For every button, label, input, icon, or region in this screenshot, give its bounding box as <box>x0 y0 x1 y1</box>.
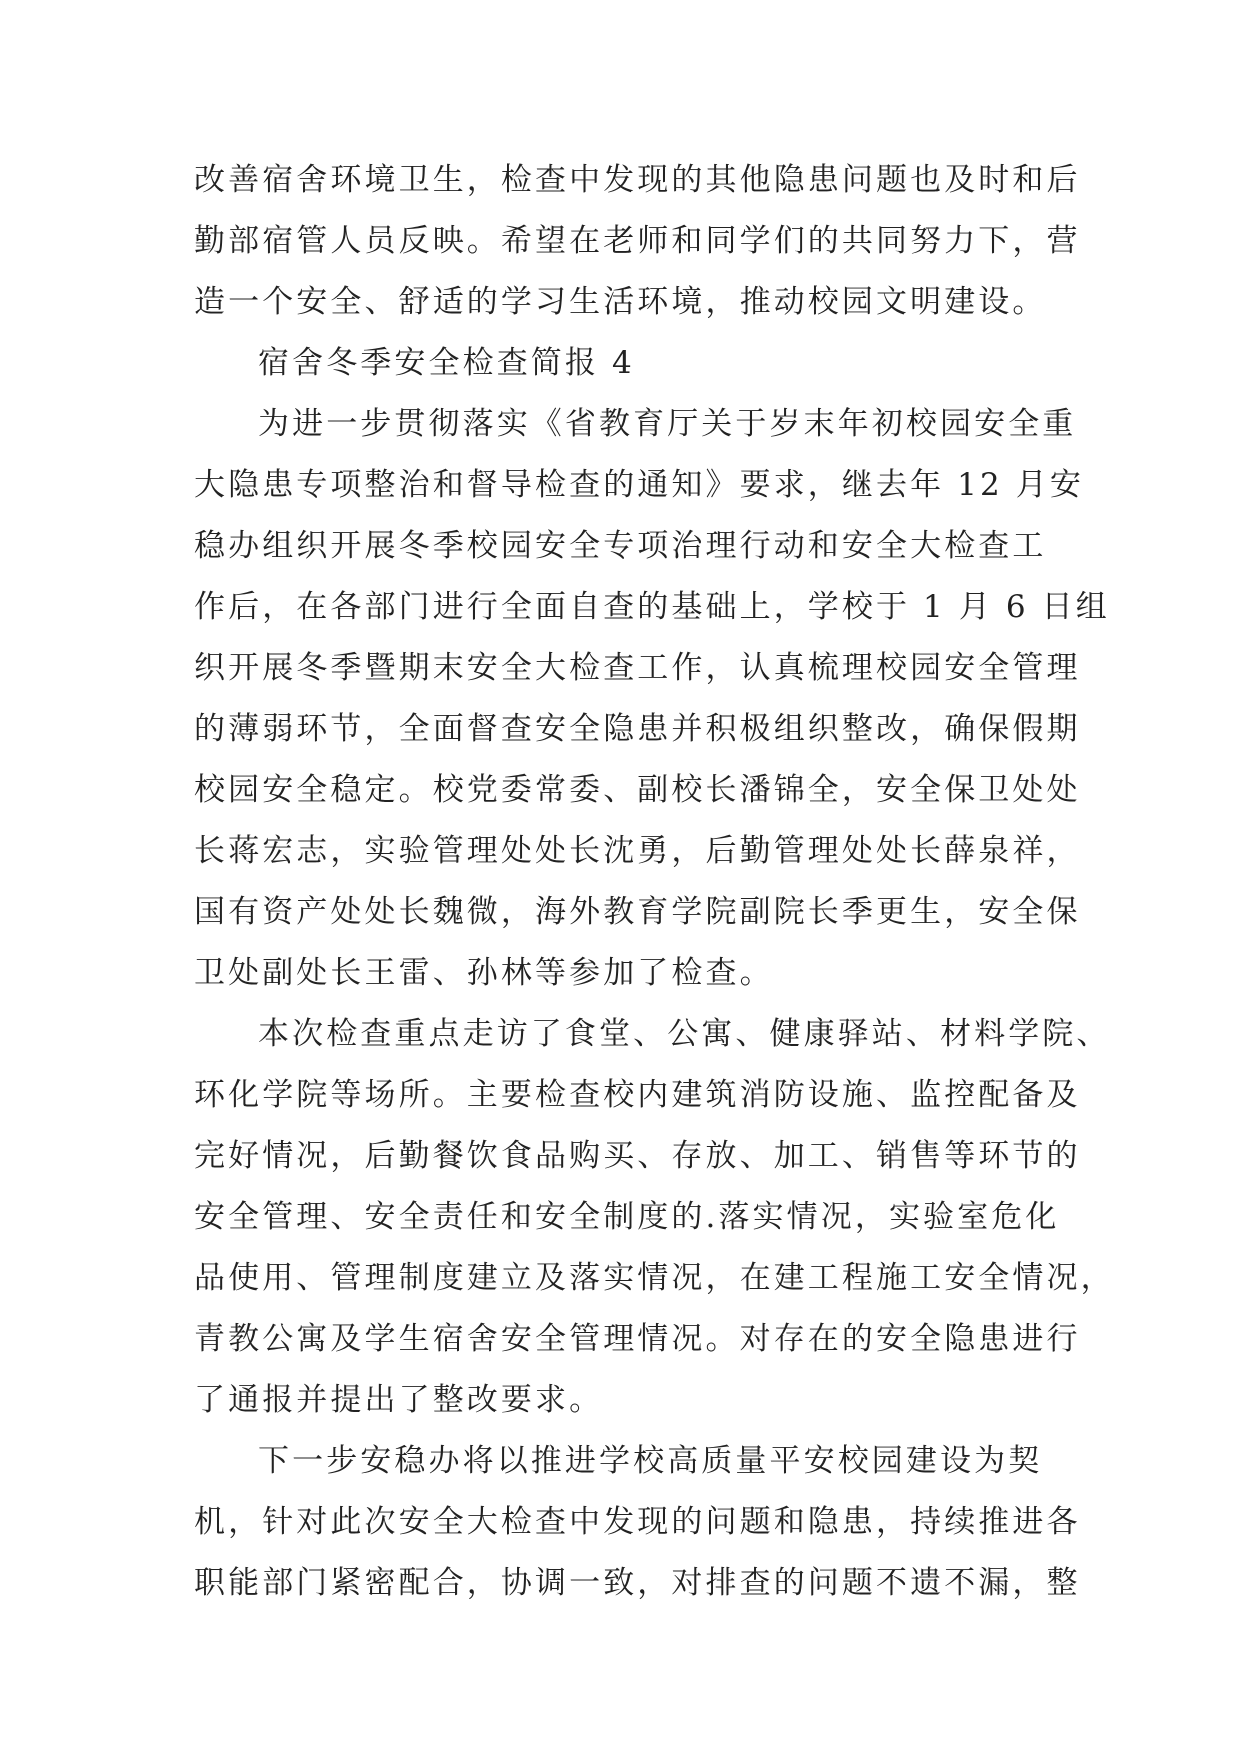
body-line: 造一个安全、舒适的学习生活环境，推动校园文明建设。 <box>194 284 1047 320</box>
body-line: 改善宿舍环境卫生，检查中发现的其他隐患问题也及时和后 <box>194 162 1081 198</box>
body-line: 安全管理、安全责任和安全制度的.落实情况，实验室危化 <box>194 1199 1060 1235</box>
body-line: 完好情况，后勤餐饮食品购买、存放、加工、销售等环节的 <box>194 1138 1081 1174</box>
document-body <box>194 150 1115 1614</box>
body-line: 长蒋宏志，实验管理处处长沈勇，后勤管理处处长薛泉祥， <box>194 833 1081 869</box>
body-line: 了通报并提出了整改要求。 <box>194 1382 604 1418</box>
body-line: 青教公寓及学生宿舍安全管理情况。对存在的安全隐患进行 <box>194 1321 1081 1357</box>
body-line: 织开展冬季暨期末安全大检查工作，认真梳理校园安全管理 <box>194 650 1081 686</box>
body-line: 卫处副处长王雷、孙林等参加了检查。 <box>194 955 774 991</box>
body-line: 的薄弱环节，全面督查安全隐患并积极组织整改，确保假期 <box>194 711 1081 747</box>
body-line: 稳办组织开展冬季校园安全专项治理行动和安全大检查工 <box>194 528 1047 564</box>
body-line: 校园安全稳定。校党委常委、副校长潘锦全，安全保卫处处 <box>194 772 1081 808</box>
section-heading: 宿舍冬季安全检查简报 4 <box>258 345 635 381</box>
body-line: 作后，在各部门进行全面自查的基础上，学校于 1 月 6 日组 <box>194 589 1110 625</box>
body-line: 国有资产处处长魏微，海外教育学院副院长季更生，安全保 <box>194 894 1081 930</box>
body-line: 品使用、管理制度建立及落实情况，在建工程施工安全情况， <box>194 1260 1115 1296</box>
body-line: 机，针对此次安全大检查中发现的问题和隐患，持续推进各 <box>194 1504 1081 1540</box>
body-line: 职能部门紧密配合，协调一致，对排查的问题不遗不漏，整 <box>194 1565 1081 1601</box>
body-line: 环化学院等场所。主要检查校内建筑消防设施、监控配备及 <box>194 1077 1081 1113</box>
body-line: 勤部宿管人员反映。希望在老师和同学们的共同努力下，营 <box>194 223 1081 259</box>
paragraph-first-line: 本次检查重点走访了食堂、公寓、健康驿站、材料学院、 <box>258 1016 1111 1052</box>
paragraph-first-line: 下一步安稳办将以推进学校高质量平安校园建设为契 <box>258 1443 1043 1479</box>
paragraph-first-line: 为进一步贯彻落实《省教育厅关于岁末年初校园安全重 <box>258 406 1077 442</box>
body-line: 大隐患专项整治和督导检查的通知》要求，继去年 12 月安 <box>194 467 1084 503</box>
